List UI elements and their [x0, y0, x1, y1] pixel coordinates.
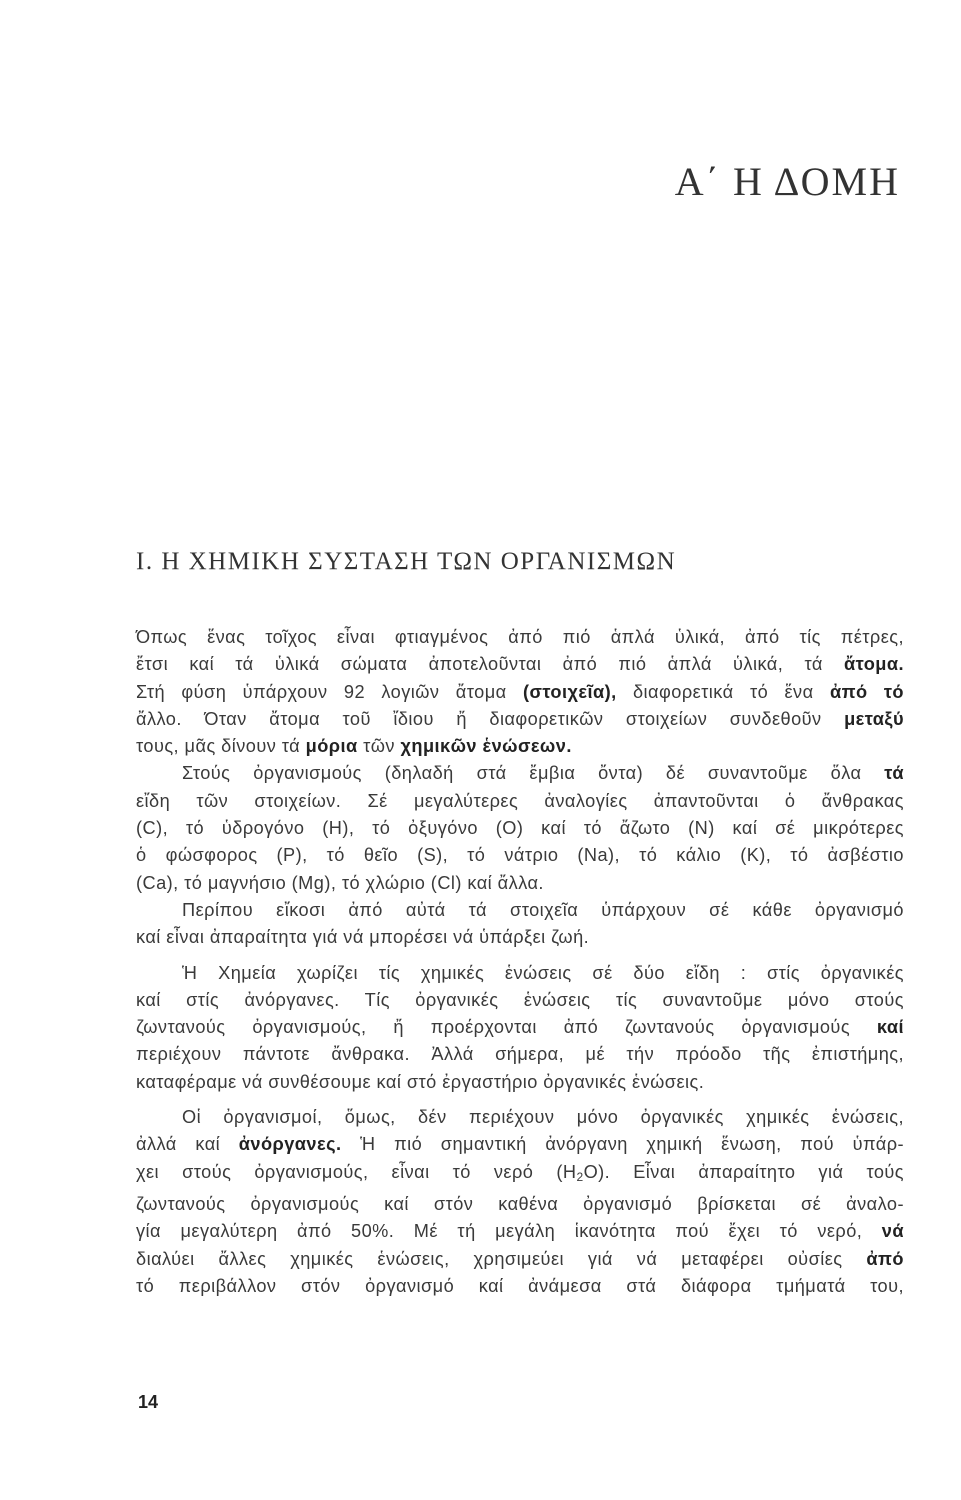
- text-line: [136, 1218, 904, 1245]
- paragraph-1: [136, 624, 904, 760]
- text-line: καί εἶναι ἀπαραίτητα γιά νά μπορέσει νά ὑπάρξει ζωή.: [136, 927, 590, 948]
- text-line: εἴδη τῶν στοιχείων. Σέ μεγαλύτερες ἀναλογίες ἀπαντοῦνται ὁ ἄνθρακας: [136, 790, 904, 811]
- text-line: [136, 679, 904, 706]
- text-fragment: Στή φύση ὑπάρχουν 92 λογιῶν ἄτομα: [136, 681, 523, 702]
- bold-term: τά: [884, 763, 904, 784]
- text-line: καί στίς ἀνόργανες. Τίς ὀργανικές ἑνώσεις τίς συναντοῦμε μόνο στούς: [136, 989, 904, 1010]
- text-line: (C), τό ὑδρογόνο (Η), τό ὀξυγόνο (Ο) καί τό ἄζωτο (Ν) καί σέ μικρότερες: [136, 818, 904, 839]
- text-line: ὁ φώσφορος (Ρ), τό θεῖο (S), τό νάτριο (Na), τό κάλιο (Κ), τό ἀσβέστιο: [136, 845, 904, 866]
- bold-term: ἄτομα.: [844, 654, 904, 675]
- text-line: καταφέραμε νά συνθέσουμε καί στό ἐργαστήριο ὀργανικές ἑνώσεις.: [136, 1071, 705, 1092]
- text-fragment: ἄλλο. Όταν ἄτομα τοῦ ἴδιου ἤ διαφορετικῶν στοιχείων συνδεθοῦν: [136, 708, 845, 729]
- text-line: ζωντανούς ὀργανισμούς καί στόν καθένα ὀργανισμό βρίσκεται σέ ἀναλο-: [136, 1193, 904, 1214]
- paragraph-3: [136, 897, 904, 952]
- bold-term: ἀπό: [866, 1248, 904, 1269]
- text-fragment: διαφορετικά τό ἕνα: [616, 681, 830, 702]
- bold-term: καί: [876, 1017, 904, 1038]
- text-line: [136, 760, 904, 787]
- text-fragment: Στούς ὀργανισμούς (δηλαδή στά ἔμβια ὄντα) δέ συναντοῦμε ὅλα: [182, 763, 885, 784]
- page-number: 14: [138, 1392, 159, 1412]
- text-line: τό περιβάλλον στόν ὀργανισμό καί ἀνάμεσα στά διάφορα τμήματά του,: [136, 1275, 904, 1296]
- text-line: περιέχουν πάντοτε ἄνθρακα. Ἀλλά σήμερα, μέ τήν πρόοδο τῆς ἐπιστήμης,: [136, 1044, 904, 1065]
- text-line: [136, 1131, 904, 1158]
- text-fragment: τους, μᾶς δίνουν τά: [136, 736, 306, 757]
- text-line: [136, 733, 904, 760]
- bold-term: ἀνόργανες.: [238, 1134, 342, 1155]
- text-fragment: τῶν: [357, 736, 401, 757]
- bold-term: μεταξύ: [844, 708, 904, 729]
- text-line: [136, 651, 904, 678]
- bold-term: (στοιχεῖα),: [522, 681, 617, 702]
- text-line: Οἱ ὀργανισμοί, ὅμως, δέν περιέχουν μόνο ὀργανικές χημικές ἑνώσεις,: [182, 1107, 904, 1128]
- text-fragment: διαλύει ἄλλες χημικές ἑνώσεις, χρησιμεύει γιά νά μεταφέρει οὐσίες: [136, 1248, 867, 1269]
- bold-term: μόρια: [305, 736, 358, 757]
- part-title: Α΄ Η ΔΟΜΗ: [674, 159, 900, 204]
- text-line: (Ca), τό μαγνήσιο (Mg), τό χλώριο (Cl) καί ἄλλα.: [136, 872, 544, 893]
- section-title: Ι. Η ΧΗΜΙΚΗ ΣΥΣΤΑΣΗ ΤΩΝ ΟΡΓΑΝΙΣΜΩΝ: [136, 548, 677, 575]
- paragraph-4: [136, 960, 904, 1096]
- paragraph-2: [136, 760, 904, 896]
- text-fragment: ἀλλά καί: [136, 1134, 239, 1155]
- text-line: [136, 1159, 904, 1191]
- text-line: Όπως ἕνας τοῖχος εἶναι φτιαγμένος ἀπό πιό ἁπλά ὑλικά, ἀπό τίς πέτρες,: [136, 627, 904, 647]
- text-fragment: Ο). Εἶναι ἀπαραίτητο γιά τούς: [583, 1161, 904, 1182]
- text-fragment: χει στούς ὀργανισμούς, εἶναι τό νερό (Η: [136, 1161, 577, 1182]
- text-fragment: ἔτσι καί τά ὑλικά σώματα ἀποτελοῦνται ἀπό πιό ἁπλά ὑλικά, τά: [136, 654, 845, 675]
- text-line: Περίπου εἴκοσι ἀπό αὐτά τά στοιχεῖα ὑπάρχουν σέ κάθε ὀργανισμό: [182, 899, 904, 920]
- text-line: [136, 706, 904, 733]
- text-fragment: ζωντανούς ὀργανισμούς, ἤ προέρχονται ἀπό ζωντανούς ὀργανισμούς: [136, 1017, 877, 1038]
- bold-term: ἀπό τό: [829, 681, 904, 702]
- bold-term: χημικῶν ἑνώσεων.: [400, 736, 572, 757]
- text-fragment: γία μεγαλύτερη ἀπό 50%. Μέ τή μεγάλη ἱκανότητα πού ἔχει τό νερό,: [136, 1221, 882, 1242]
- paragraph-gap: [136, 1096, 904, 1104]
- bold-term: νά: [881, 1221, 904, 1242]
- paragraph-5: [136, 1104, 904, 1300]
- paragraph-gap: [136, 952, 904, 960]
- text-line: [136, 1246, 904, 1273]
- text-line: Ἡ Χημεία χωρίζει τίς χημικές ἑνώσεις σέ δύο εἴδη : στίς ὀργανικές: [182, 962, 904, 983]
- text-fragment: Ἡ πιό σημαντική ἀνόργανη χημική ἕνωση, πού ὑπάρ-: [341, 1134, 905, 1155]
- subscript: 2: [576, 1169, 584, 1184]
- body-text: [136, 624, 904, 1300]
- text-line: [136, 1014, 904, 1041]
